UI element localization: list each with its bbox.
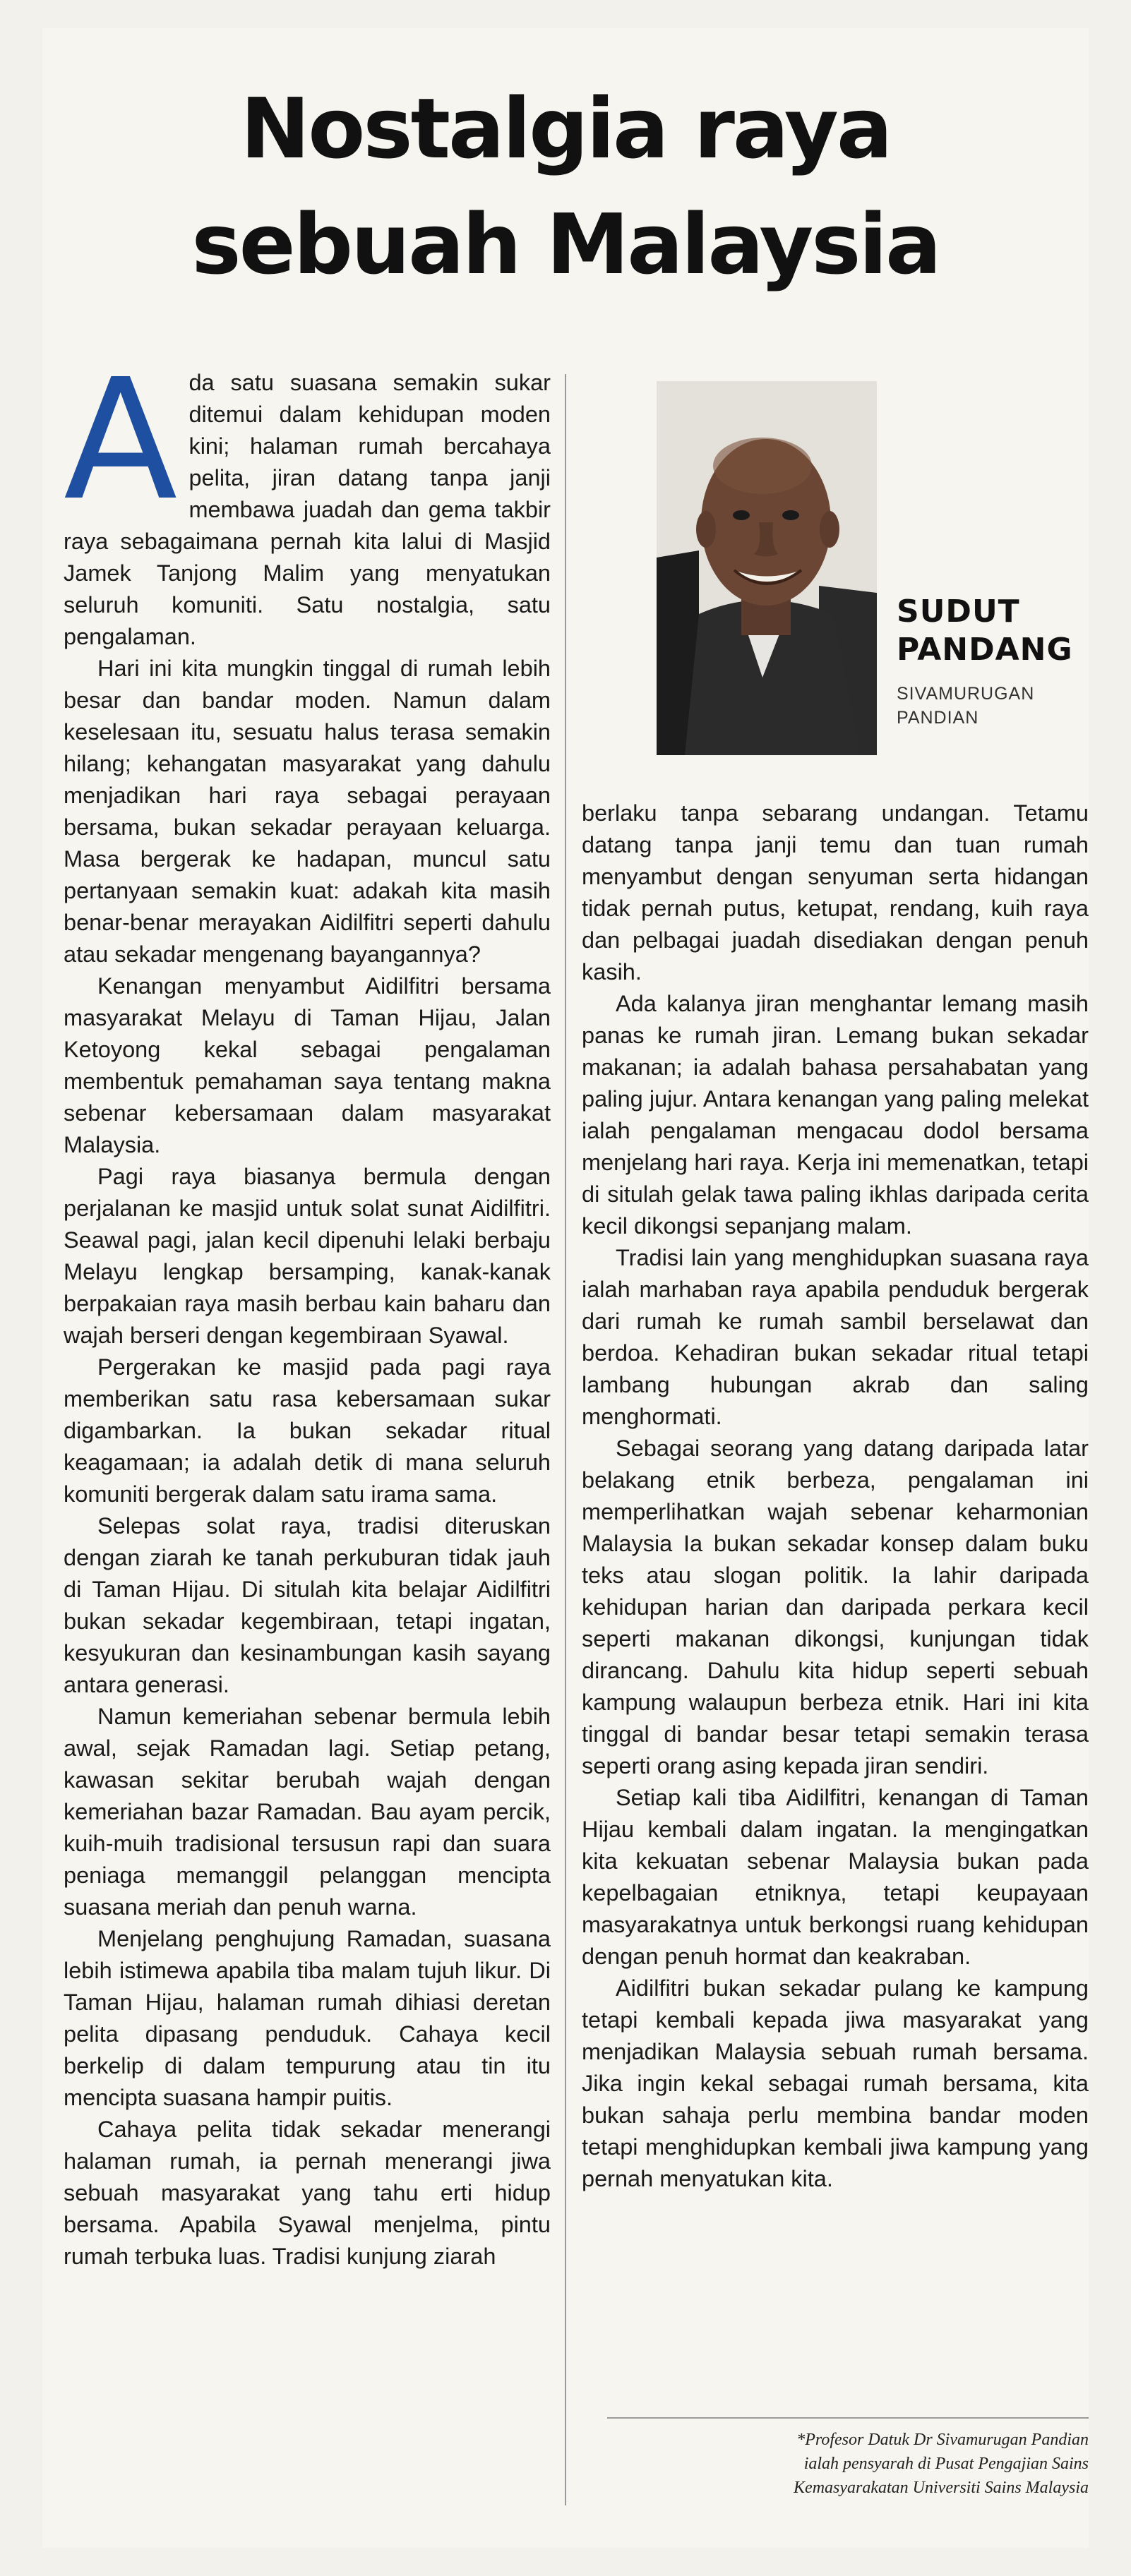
author-footnote <box>607 2428 1089 2500</box>
headline <box>42 71 1089 302</box>
paragraph: Hari ini kita mungkin tinggal di rumah lebih besar dan bandar moden. Namun dalam keselesaan itu, sesuatu halus terasa semakin hilang; kehangatan masyarakat yang dahulu menjadikan hari raya sebagai perayaan bersama, bukan sekadar perayaan keluarga. Masa bergerak ke hadapan, muncul satu pertanyaan semakin kuat: adakah kita masih benar-benar merayakan Aidilfitri seperti dahulu atau sekadar mengenang bayangannya? <box>64 656 551 967</box>
paragraph: Pagi raya biasanya bermula dengan perjalanan ke masjid untuk solat sunat Aidilfitri. Seawal pagi, jalan kecil dipenuhi lelaki berbaju Melayu lengkap bersamping, kanak-kanak berpakaian raya masih berbau kain baharu dan wajah berseri dengan kegembiraan Syawal. <box>64 1164 551 1348</box>
paragraph: Menjelang penghujung Ramadan, suasana lebih istimewa apabila tiba malam tujuh likur. Di Taman Hijau, halaman rumah dihiasi deretan pelita dipasang penduduk. Cahaya kecil berkelip di dalam tempurung atau tin itu mencipta suasana hampir puitis. <box>64 1926 551 2110</box>
column-divider <box>565 374 566 2505</box>
paragraph: Tradisi lain yang menghidupkan suasana raya ialah marhaban raya apabila penduduk bergerak dari rumah ke rumah sambil berselawat dan berdoa. Kehadiran bukan sekadar ritual tetapi lambang hubungan akrab dan saling menghormati. <box>582 1245 1089 1429</box>
headline-line-1: Nostalgia raya <box>240 80 891 177</box>
column-byline <box>897 593 1089 730</box>
paragraph: Namun kemeriahan sebenar bermula lebih awal, sejak Ramadan lagi. Setiap petang, kawasan sekitar berubah wajah dengan kemeriahan bazar Ramadan. Bau ayam percik, kuih-muih tradisional tersusun rapi dan suara peniaga memanggil pelanggan mencipta suasana meriah dan penuh warna. <box>64 1704 551 1920</box>
section-label <box>897 593 1089 669</box>
paragraph: Aidilfitri bukan sekadar pulang ke kampung tetapi kembali kepada jiwa masyarakat yang menjadikan Malaysia sebuah rumah bersama. Jika ingin kekal sebagai rumah bersama, kita bukan sahaja perlu membina bandar moden tetapi menghidupkan kembali jiwa kampung yang pernah menyatukan kita. <box>582 1975 1089 2191</box>
paragraph: Setiap kali tiba Aidilfitri, kenangan di Taman Hijau kembali dalam ingatan. Ia mengingatkan kita kekuatan sebenar Malaysia bukan pada kepelbagaian etniknya, tetapi keupayaan masyarakatnya untuk berkongsi ruang kehidupan dengan penuh hormat dan keakraban. <box>582 1785 1089 1969</box>
footnote-line-2: ialah pensyarah di Pusat Pengajian Sains <box>803 2455 1089 2473</box>
author-name-line-1: SIVAMURUGAN <box>897 684 1035 704</box>
section-label-line-1: SUDUT <box>897 594 1020 630</box>
footnote-divider <box>607 2417 1089 2419</box>
section-label-line-2: PANDANG <box>897 632 1073 668</box>
footnote-line-3: Kemasyarakatan Universiti Sains Malaysia <box>794 2479 1089 2497</box>
continuation-paragraph: berlaku tanpa sebarang undangan. Tetamu datang tanpa janji temu dan tuan rumah menyambut dengan senyuman serta hidangan tidak pernah putus, ketupat, rendang, kuih raya dan pelbagai juadah disediakan dengan penuh kasih. <box>582 800 1089 985</box>
paragraph: Selepas solat raya, tradisi diteruskan dengan ziarah ke tanah perkuburan tidak jauh di Taman Hijau. Di situlah kita belajar Aidilfitri bukan sekadar kegembiraan, tetapi ingatan, kesyukuran dan kesinambungan kasih sayang antara generasi. <box>64 1513 551 1697</box>
article-column-left <box>64 367 551 2512</box>
article-column-right <box>582 798 1089 2400</box>
paragraph: Pergerakan ke masjid pada pagi raya memberikan satu rasa kebersamaan sukar digambarkan. Ia bukan sekadar ritual keagamaan; ia adalah detik di mana seluruh komuniti bergerak dalam satu irama sama. <box>64 1354 551 1507</box>
first-paragraph-text: da satu suasana semakin sukar ditemui dalam kehidupan moden kini; halaman rumah bercahaya pelita, jiran datang tanpa janji membawa juadah dan gema takbir raya sebagaimana pernah kita lalui di Masjid Jamek Tanjong Malim yang menyatukan seluruh komuniti. Satu nostalgia, satu pengalaman. <box>64 370 551 649</box>
portrait-illustration <box>657 381 877 755</box>
first-paragraph <box>64 367 551 653</box>
newspaper-page <box>42 28 1089 2548</box>
paragraph: Kenangan menyambut Aidilfitri bersama masyarakat Melayu di Taman Hijau, Jalan Ketoyong kekal sebagai pengalaman membentuk pemahaman saya tentang makna sebenar kebersamaan dalam masyarakat Malaysia. <box>64 973 551 1157</box>
paragraph: Ada kalanya jiran menghantar lemang masih panas ke rumah jiran. Lemang bukan sekadar makanan; ia adalah bahasa persahabatan yang paling jujur. Antara kenangan yang paling melekat ialah pengalaman mengacau dodol bersama menjelang hari raya. Kerja ini memenatkan, tetapi di situlah gelak tawa paling ikhlas daripada cerita kecil dikongsi sepanjang malam. <box>582 991 1089 1239</box>
paragraph: Sebagai seorang yang datang daripada latar belakang etnik berbeza, pengalaman ini memperlihatkan wajah sebenar keharmonian Malaysia Ia bukan sekadar konsep dalam buku teks atau slogan politik. Ia lahir daripada kehidupan harian dan daripada perkara kecil seperti makanan dikongsi, kunjungan tidak dirancang. Dahulu kita hidup seperti sebuah kampung walaupun berbeza etnik. Hari ini kita tinggal di bandar besar tetapi semakin terasa seperti orang asing kepada jiran sendiri. <box>582 1436 1089 1778</box>
headline-line-2: sebuah Malaysia <box>191 195 940 293</box>
drop-cap: A <box>64 367 178 537</box>
author-name-line-2: PANDIAN <box>897 708 979 728</box>
author-portrait-icon <box>657 381 877 755</box>
footnote-line-1: *Profesor Datuk Dr Sivamurugan Pandian <box>796 2431 1089 2449</box>
author-name <box>897 682 1089 730</box>
paragraph: Cahaya pelita tidak sekadar menerangi halaman rumah, ia pernah menerangi jiwa sebuah masyarakat yang tahu erti hidup bersama. Apabila Syawal menjelma, pintu rumah terbuka luas. Tradisi kunjung ziarah <box>64 2117 551 2269</box>
